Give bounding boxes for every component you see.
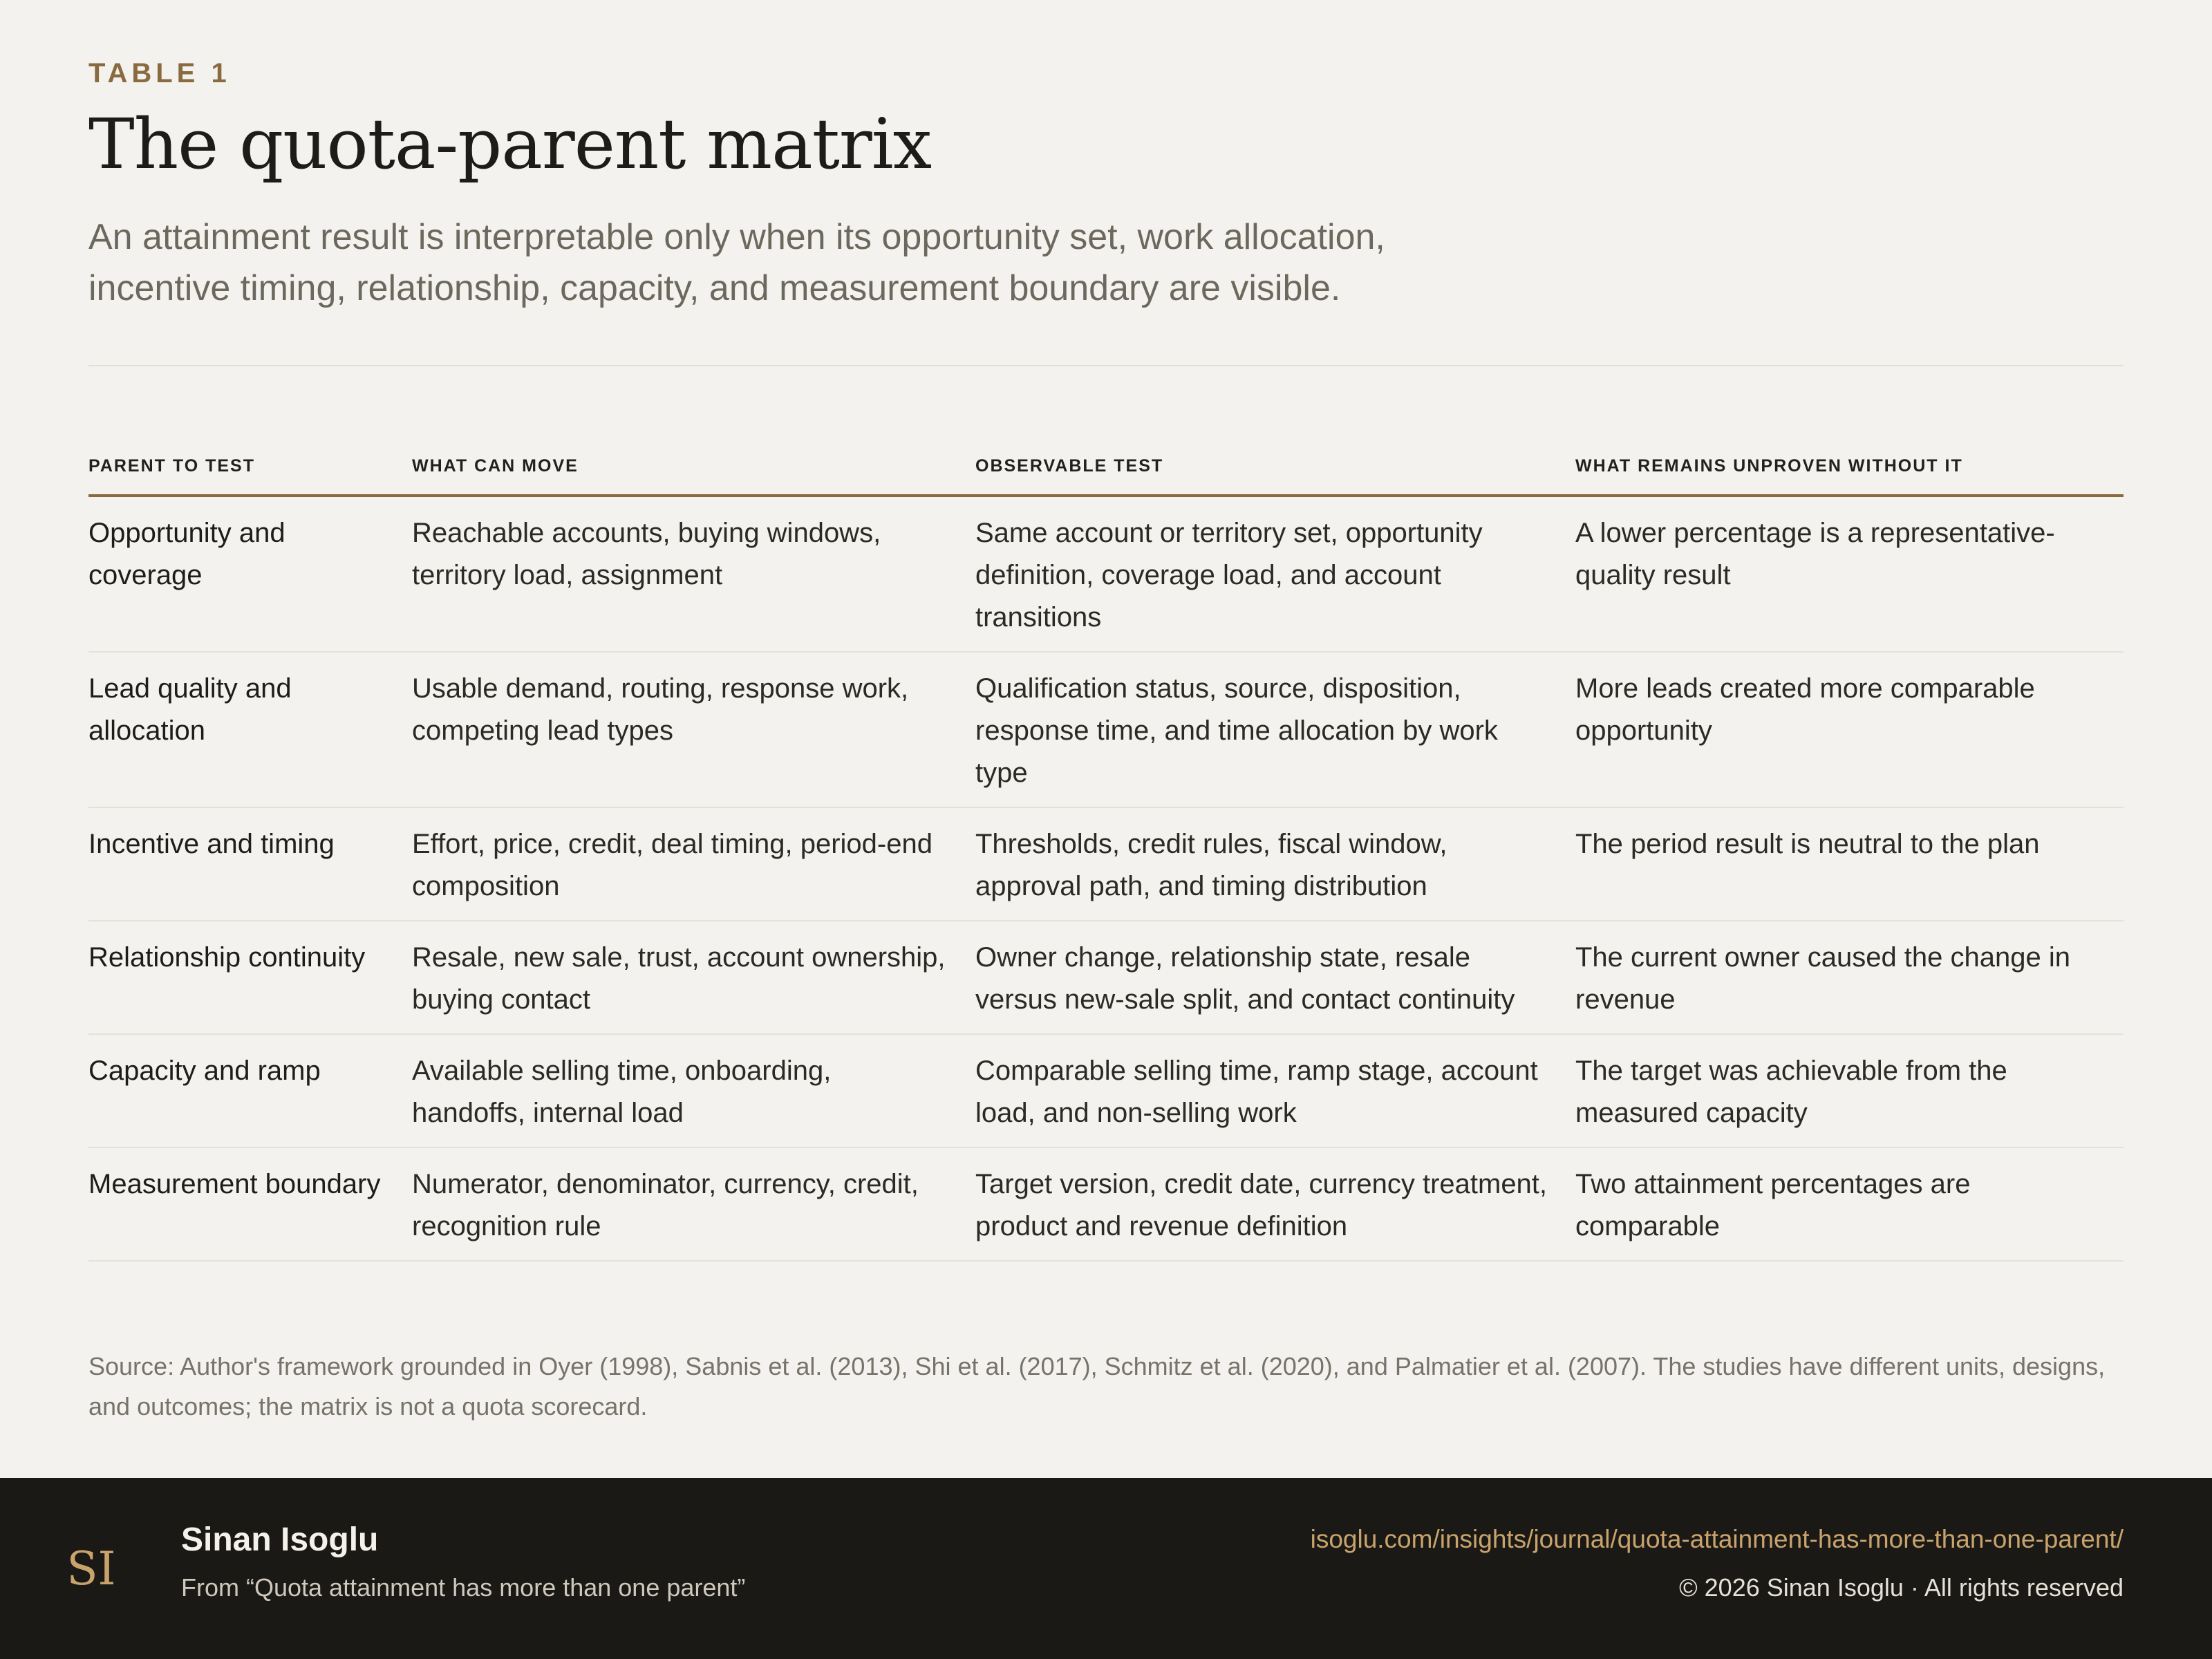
table-cell: Available selling time, onboarding, handoffs, internal load — [412, 1034, 975, 1147]
table-cell: Thresholds, credit rules, fiscal window, approval path, and timing distribution — [975, 807, 1575, 921]
table-cell: Numerator, denominator, currency, credit, recognition rule — [412, 1147, 975, 1261]
table-row — [88, 652, 2124, 807]
column-header: WHAT REMAINS UNPROVEN WITHOUT IT — [1575, 442, 2124, 496]
table-cell: Resale, new sale, trust, account ownership, buying contact — [412, 921, 975, 1034]
parent-cell: Opportunity and coverage — [88, 496, 412, 652]
source-note: Source: Author's framework grounded in Oyer (1998), Sabnis et al. (2013), Shi et al. (2017), Schmitz et al. (2020), and Palmatier et al. (2007). The studies have different units, designs, and outcomes; the matrix is not a quota scorecard. — [88, 1352, 2106, 1421]
table-cell: A lower percentage is a representative-quality result — [1575, 496, 2124, 652]
article-link[interactable]: isoglu.com/insights/journal/quota-attainment-has-more-than-one-parent/ — [1310, 1525, 2124, 1553]
table-cell: Same account or territory set, opportunity definition, coverage load, and account transitions — [975, 496, 1575, 652]
table-cell: More leads created more comparable opportunity — [1575, 652, 2124, 807]
parent-cell: Capacity and ramp — [88, 1034, 412, 1147]
table-row — [88, 807, 2124, 921]
table-row — [88, 1034, 2124, 1147]
table-cell: The period result is neutral to the plan — [1575, 807, 2124, 921]
table-cell: Effort, price, credit, deal timing, period-end composition — [412, 807, 975, 921]
table-cell: Owner change, relationship state, resale versus new-sale split, and contact continuity — [975, 921, 1575, 1034]
parent-cell: Measurement boundary — [88, 1147, 412, 1261]
copyright: © 2026 Sinan Isoglu · All rights reserved — [1679, 1573, 2124, 1602]
table-row — [88, 921, 2124, 1034]
table-cell: Reachable accounts, buying windows, territory load, assignment — [412, 496, 975, 652]
footer — [0, 1478, 2212, 1659]
column-header: OBSERVABLE TEST — [975, 442, 1575, 496]
table-label: TABLE 1 — [88, 58, 231, 88]
parent-cell: Lead quality and allocation — [88, 652, 412, 807]
monogram-logo — [64, 1540, 119, 1595]
logo-text: SI — [66, 1542, 116, 1595]
parent-cell: Relationship continuity — [88, 921, 412, 1034]
table-header-row — [88, 442, 2124, 496]
table-row — [88, 496, 2124, 652]
article-reference: From “Quota attainment has more than one parent” — [181, 1573, 746, 1602]
table-cell: Comparable selling time, ramp stage, account load, and non-selling work — [975, 1034, 1575, 1147]
column-header: PARENT TO TEST — [88, 442, 412, 496]
divider — [88, 365, 2124, 366]
table-cell: Usable demand, routing, response work, competing lead types — [412, 652, 975, 807]
author-name: Sinan Isoglu — [181, 1521, 379, 1558]
parent-cell: Incentive and timing — [88, 807, 412, 921]
page-title: The quota-parent matrix — [88, 104, 932, 185]
table-body — [88, 496, 2124, 1261]
table-cell: The target was achievable from the measured capacity — [1575, 1034, 2124, 1147]
table-cell: Two attainment percentages are comparable — [1575, 1147, 2124, 1261]
table-cell: The current owner caused the change in revenue — [1575, 921, 2124, 1034]
matrix-table — [88, 442, 2124, 1262]
column-header: WHAT CAN MOVE — [412, 442, 975, 496]
table-cell: Target version, credit date, currency treatment, product and revenue definition — [975, 1147, 1575, 1261]
table-row — [88, 1147, 2124, 1261]
page-subtitle: An attainment result is interpretable only when its opportunity set, work allocation, incentive timing, relationship, capacity, and measurement boundary are visible. — [88, 217, 1385, 308]
table-cell: Qualification status, source, disposition, response time, and time allocation by work type — [975, 652, 1575, 807]
